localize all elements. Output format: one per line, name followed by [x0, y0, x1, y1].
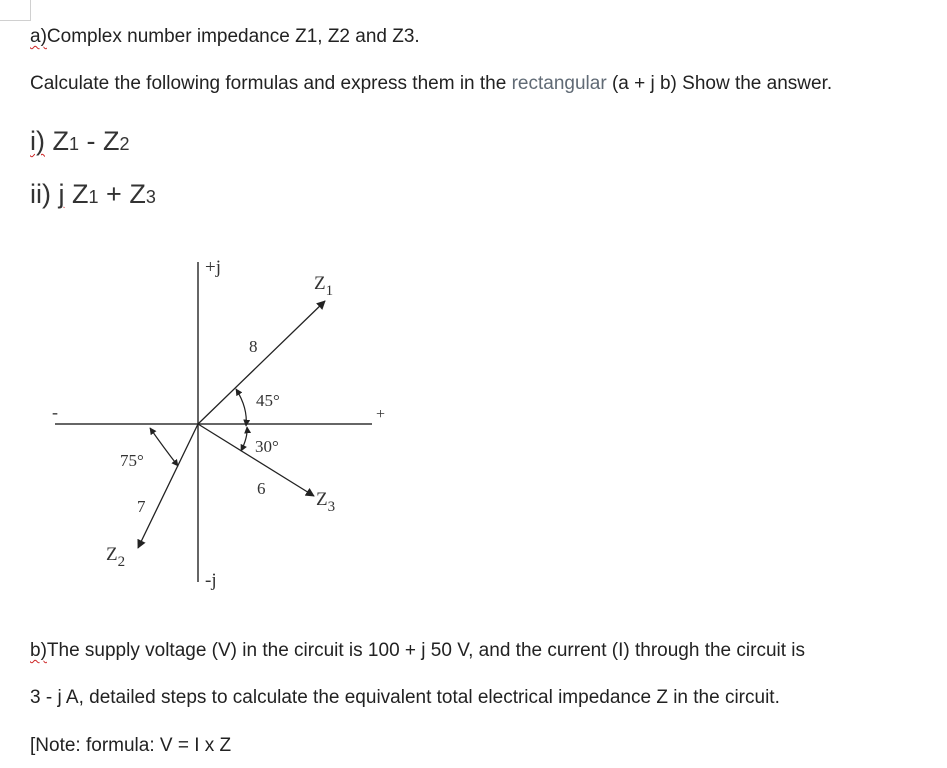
formula-2-sub2: 3 — [145, 187, 156, 207]
part-b-note: [Note: formula: V = I x Z — [30, 735, 232, 756]
axis-pos-real-label: + — [376, 406, 386, 423]
z1-label: $Z_1$ — [314, 273, 334, 299]
axis-neg-real-label: - — [52, 402, 58, 422]
formula-1-roman: i) — [30, 126, 45, 156]
z2-angle-label: 75° — [120, 451, 144, 470]
formula-2-roman: ii) — [30, 179, 51, 209]
axis-pos-imag-label: +j — [205, 257, 221, 278]
formula-2-z1: Z — [72, 179, 89, 209]
z2-vector — [138, 424, 198, 548]
part-b-line-1 — [30, 640, 805, 662]
z1-angle-label: 45° — [256, 391, 280, 410]
part-a-marker: a) — [30, 26, 47, 47]
z1-magnitude: 8 — [249, 337, 258, 356]
z2-magnitude: 7 — [137, 497, 146, 516]
formula-1-mid: - Z — [79, 126, 120, 156]
part-a-heading-text: Complex number impedance Z1, Z2 and Z3. — [46, 26, 420, 47]
z1-angle-arc — [236, 389, 246, 426]
z3-label: $Z_3$ — [316, 489, 336, 515]
z2-label: $Z_2$ — [106, 544, 126, 570]
part-b-line-2: 3 - j A, detailed steps to calculate the equivalent total electrical impedance Z in the circuit. — [30, 687, 780, 708]
formula-2-j: j — [58, 179, 65, 209]
z2-angle-arc — [150, 428, 178, 466]
axis-neg-imag-label: -j — [205, 570, 217, 591]
formula-2-sub1: 1 — [88, 187, 99, 207]
formula-1-z1: Z — [52, 126, 70, 156]
formula-1-sub1: 1 — [69, 134, 80, 154]
formula-2-mid: + Z — [98, 179, 146, 209]
z3-angle-label: 30° — [255, 437, 279, 456]
instruction-keyword: rectangular — [511, 73, 607, 94]
part-b-line-1-text: The supply voltage (V) in the circuit is 100 + j 50 V, and the current (I) through the circuit is — [46, 640, 806, 661]
part-b-marker: b) — [30, 640, 47, 661]
instruction-before: Calculate the following formulas and express them in the — [30, 73, 507, 94]
instruction-after: (a + j b) Show the answer. — [611, 73, 833, 94]
z3-angle-arc — [241, 427, 247, 451]
formula-1-sub2: 2 — [119, 134, 130, 154]
z3-vector — [198, 424, 314, 496]
z3-magnitude: 6 — [257, 479, 266, 498]
